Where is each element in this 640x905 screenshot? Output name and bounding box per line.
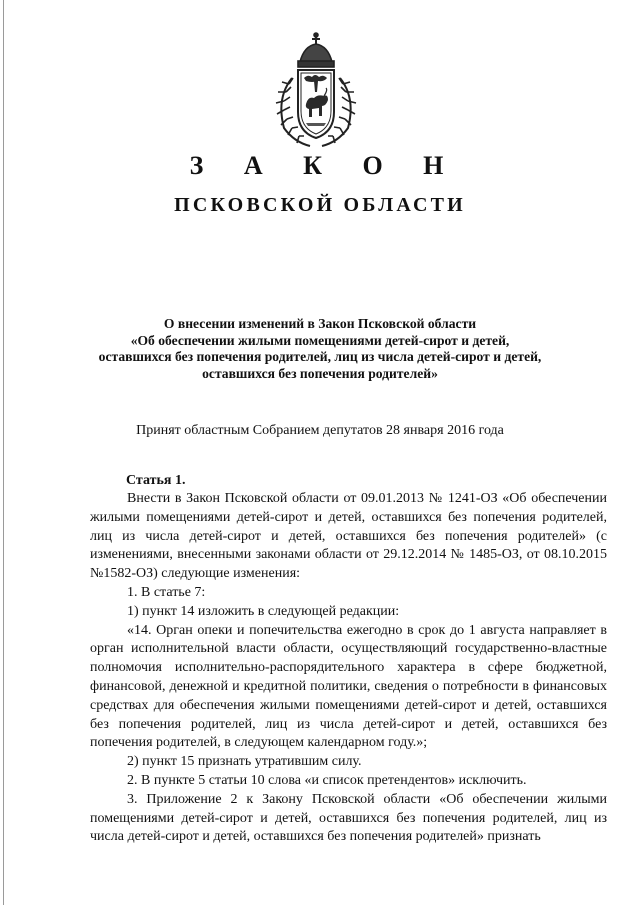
law-heading (80, 316, 560, 382)
scan-edge-line (3, 0, 4, 905)
paragraph: Внести в Закон Псковской области от 09.01.2013 № 1241-ОЗ «Об обеспечении жилыми помещениями детей-сирот и детей, оставшихся без попечения родителей, лиц из числа детей-сирот и детей, оставшихся без попечения родителей» (с изменениями, внесенными законами области от 29.12.2014 № 1485-ОЗ, от 08.10.2015 №1582-ОЗ) следующие изменения: (90, 491, 607, 582)
paragraph: 1. В статье 7: (127, 584, 206, 600)
law-heading-line: оставшихся без попечения родителей, лиц из числа детей-сирот и детей, (98, 349, 542, 365)
paragraph: 1) пункт 14 изложить в следующей редакции: (127, 603, 400, 619)
law-heading-line: О внесении изменений в Закон Псковской области (163, 316, 477, 331)
article-body (90, 490, 607, 847)
paragraph: 3. Приложение 2 к Закону Псковской области «Об обеспечении жилыми помещениями детей-сирот и детей, оставшихся без попечения родителей, лиц из числа детей-сирот и детей, оставшихся без попечения родителей» признать (90, 791, 607, 845)
adoption-note: Принят областным Собранием депутатов 28 января 2016 года (136, 423, 504, 438)
coat-of-arms-icon (262, 32, 370, 150)
law-region: ПСКОВСКОЙ ОБЛАСТИ (174, 194, 466, 216)
paragraph: 2. В пункте 5 статьи 10 слова «и список претендентов» исключить. (127, 772, 527, 788)
law-title: З А К О Н (189, 151, 461, 180)
law-heading-line: оставшихся без попечения родителей» (202, 365, 438, 381)
paragraph: 2) пункт 15 признать утратившим силу. (127, 754, 362, 770)
article-title: Статья 1. (126, 473, 186, 488)
law-heading-line: «Об обеспечении жилыми помещениями детей-сирот и детей, (130, 332, 510, 348)
paragraph: «14. Орган опеки и попечительства ежегодно в срок до 1 августа направляет в орган исполнительной власти области, осуществляющий государственно-властные полномочия исполнительно-распорядительного характера в сфере бюджетной, финансовой, денежной и кредитной политики, сведения о потребности в финансовых средствах для обеспечения жилыми помещениями детей-сирот и детей, оставшихся без попечения родителей, лиц из числа детей-сирот и детей, оставшихся без попечения родителей, в следующем календарном году.»; (90, 622, 607, 751)
